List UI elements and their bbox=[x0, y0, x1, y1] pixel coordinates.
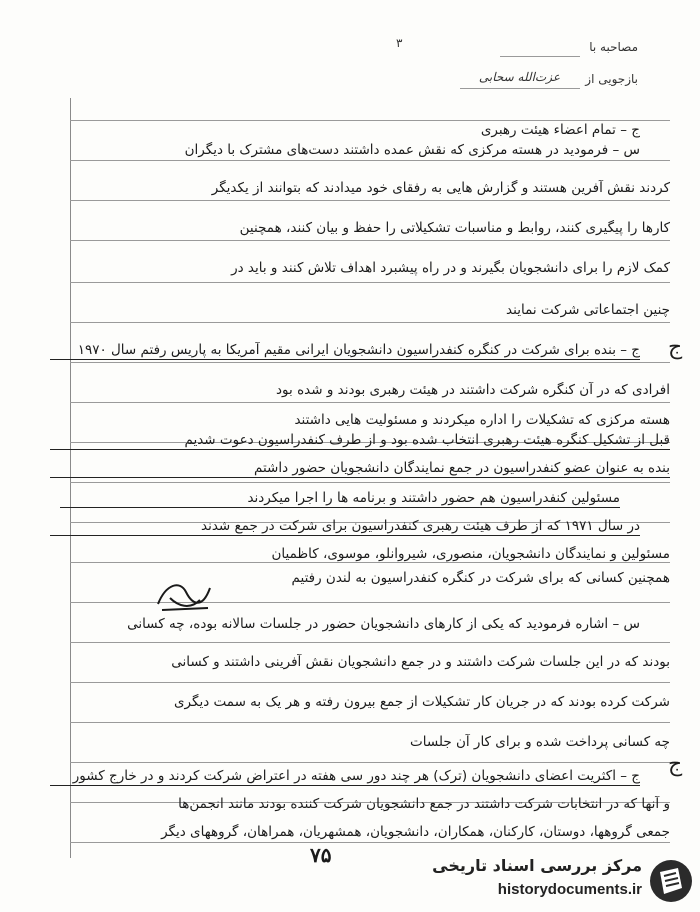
handwritten-line: کارها را پیگیری کنند، روابط و مناسبات تشکیلاتی را حفظ و بیان کنند، همچنین bbox=[239, 220, 670, 236]
ruled-line bbox=[70, 642, 670, 643]
handwritten-line: کمک لازم را برای دانشجویان بگیرند و در راه پیشبرد اهداف تلاش کنند و باید در bbox=[231, 260, 670, 276]
ruled-line bbox=[70, 240, 670, 241]
handwritten-line: همچنین کسانی که برای شرکت در کنگره کنفدراسیون به لندن رفتیم bbox=[291, 570, 670, 586]
ruled-line bbox=[70, 322, 670, 323]
handwritten-line: بنده به عنوان عضو کنفدراسیون در جمع نمایندگان دانشجویان حضور داشتم bbox=[50, 460, 670, 478]
signature bbox=[150, 570, 220, 620]
handwritten-line: شرکت کرده بودند که در جریان کار تشکیلات از جمع بیرون رفته و هر یک به سمت دیگری bbox=[173, 694, 670, 710]
watermark-title: مرکز بررسی اسناد تاریخی bbox=[432, 856, 642, 875]
handwritten-line: چه کسانی پرداخت شده و برای کار آن جلسات bbox=[410, 734, 670, 750]
interviewer-value: عزت‌الله سحابی bbox=[478, 70, 560, 84]
ruled-line bbox=[70, 562, 670, 563]
handwritten-line: ج – بنده برای شرکت در کنگره کنفدراسیون دانشجویان ایرانی مقیم آمریکا به پاریس رفتم سال ۱۹۷۰ bbox=[50, 342, 640, 360]
ruled-line bbox=[70, 682, 670, 683]
handwritten-line: قبل از تشکیل کنگره هیئت رهبری انتخاب شده بود و از طرف کنفدراسیون دعوت شدیم bbox=[50, 432, 670, 450]
handwritten-line: س – فرمودید در هسته مرکزی که نقش عمده داشتند دست‌های مشترک با دیگران bbox=[184, 142, 640, 158]
handwritten-line: هسته مرکزی که تشکیلات را اداره میکردند و مسئولیت هایی داشتند bbox=[294, 412, 670, 428]
handwritten-line: مسئولین کنفدراسیون هم حضور داشتند و برنامه ها را اجرا میکردند bbox=[60, 490, 620, 508]
handwritten-line: کردند نقش آفرین هستند و گزارش هایی به رفقای خود میدادند که بتوانند از یکدیگر bbox=[211, 180, 670, 196]
section-marker: ج bbox=[668, 335, 683, 360]
handwritten-line: و آنها که در انتخابات شرکت داشتند در جمع دانشجویان شرکت کننده بودند مانند انجمن‌ها bbox=[178, 796, 670, 812]
ruled-line bbox=[70, 762, 670, 763]
ruled-line bbox=[70, 402, 670, 403]
interviewer-label: بازجویی از bbox=[585, 72, 638, 86]
archive-logo-icon bbox=[648, 858, 694, 904]
page-number: ۷۵ bbox=[310, 843, 332, 867]
handwritten-line: ج – تمام اعضاء هیئت رهبری bbox=[480, 122, 640, 138]
watermark bbox=[410, 850, 700, 912]
page-mark: ۳ bbox=[396, 36, 403, 50]
handwritten-line: جمعی گروهها، دوستان، کارکنان، همکاران، دانشجویان، همشهریان، همراهان، گروههای دیگر bbox=[161, 824, 670, 840]
interviewee-label: مصاحبه با bbox=[589, 40, 638, 54]
section-marker: ج bbox=[668, 752, 683, 777]
interviewee-line bbox=[500, 56, 580, 57]
ruled-line bbox=[70, 120, 670, 121]
handwritten-line: ج – اکثریت اعضای دانشجویان (ترک) هر چند دور سی هفته در اعتراض شرکت کردند و در خارج کشور bbox=[50, 768, 640, 786]
ruled-line bbox=[70, 482, 670, 483]
handwritten-line: افرادی که در آن کنگره شرکت داشتند در هیئت رهبری بودند و شده بود bbox=[276, 382, 670, 398]
handwritten-line: بودند که در این جلسات شرکت داشتند و در جمع دانشجویان نقش آفرینی داشتند و کسانی bbox=[171, 654, 670, 670]
interviewer-line bbox=[460, 88, 580, 89]
handwritten-line: در سال ۱۹۷۱ که از طرف هیئت رهبری کنفدراسیون برای شرکت در جمع شدند bbox=[50, 518, 640, 536]
handwritten-line: چنین اجتماعاتی شرکت نمایند bbox=[506, 302, 670, 318]
ruled-line bbox=[70, 722, 670, 723]
ruled-line bbox=[70, 282, 670, 283]
watermark-url: historydocuments.ir bbox=[497, 881, 642, 898]
ruled-line bbox=[70, 362, 670, 363]
handwritten-line: س – اشاره فرمودید که یکی از کارهای دانشجویان حضور در جلسات سالانه بوده، چه کسانی bbox=[127, 616, 640, 632]
ruled-line bbox=[70, 200, 670, 201]
ruled-line bbox=[70, 842, 670, 843]
ruled-line bbox=[70, 160, 670, 161]
handwritten-line: مسئولین و نمایندگان دانشجویان، منصوری، شیروانلو، موسوی، کاظمیان bbox=[271, 546, 670, 562]
margin-line bbox=[70, 98, 71, 858]
